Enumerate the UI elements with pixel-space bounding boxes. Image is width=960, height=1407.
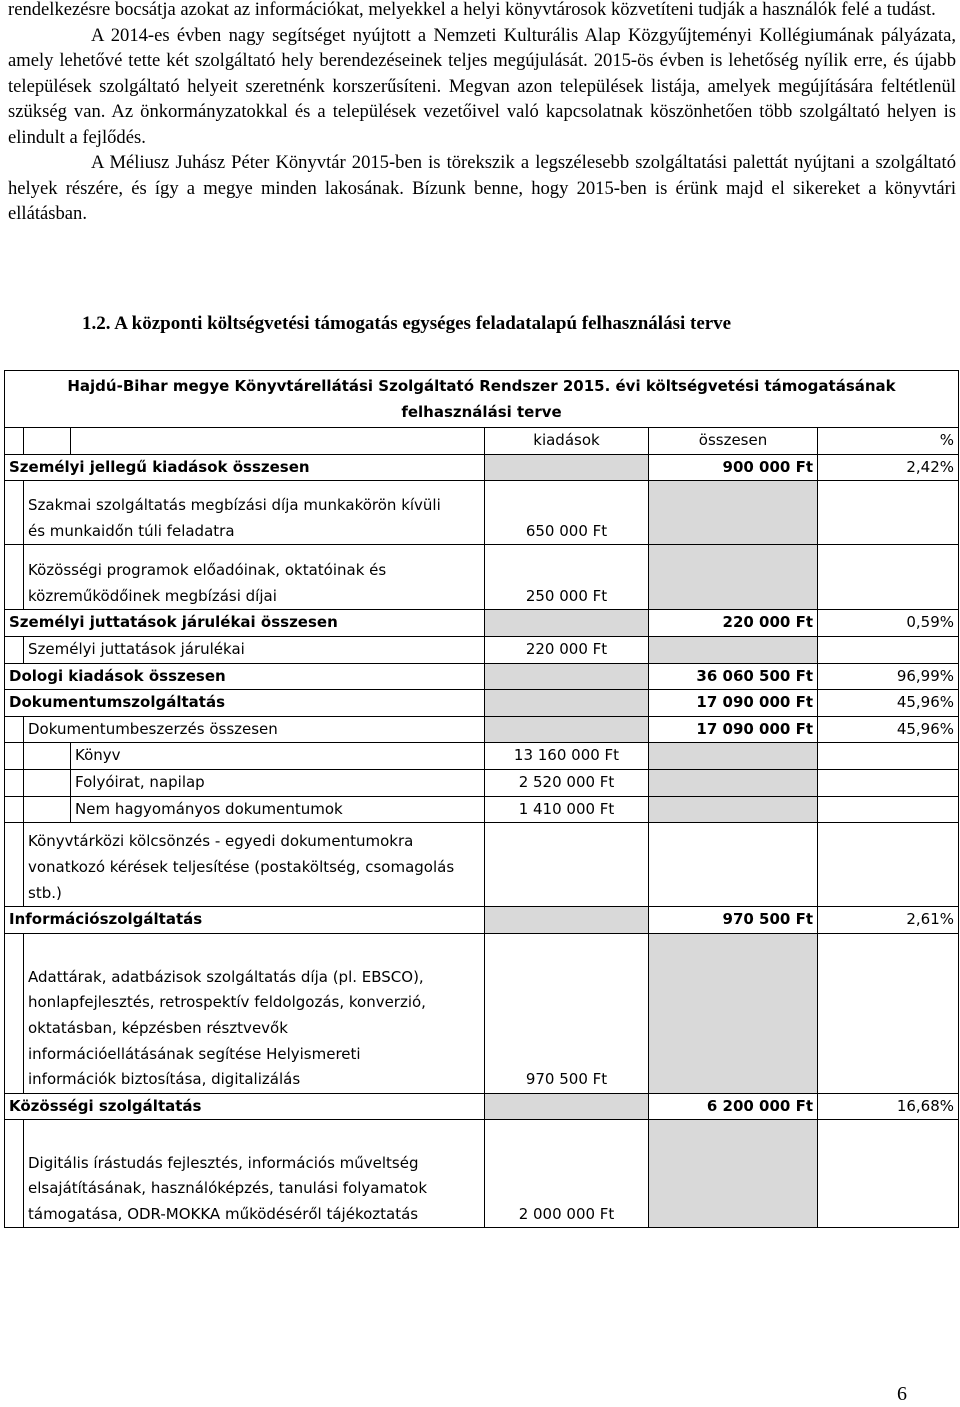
indent-cell xyxy=(5,933,24,1093)
blank-cell xyxy=(818,933,959,1093)
table-row xyxy=(5,823,959,907)
shaded-cell xyxy=(485,454,649,481)
blank-cell xyxy=(818,1120,959,1228)
table-row xyxy=(5,690,959,717)
row-amount: 970 500 Ft xyxy=(485,933,649,1093)
row-total: 6 200 000 Ft xyxy=(649,1093,818,1120)
row-label: Dokumentumszolgáltatás xyxy=(5,690,485,717)
row-total: 220 000 Ft xyxy=(649,610,818,637)
shaded-cell xyxy=(649,545,818,610)
row-total: 36 060 500 Ft xyxy=(649,663,818,690)
table-row xyxy=(5,481,959,545)
shaded-cell xyxy=(485,907,649,934)
row-total: 900 000 Ft xyxy=(649,454,818,481)
row-label: Személyi juttatások járulékai xyxy=(24,636,485,663)
indent-cell xyxy=(5,481,24,545)
shaded-cell xyxy=(649,636,818,663)
shaded-cell xyxy=(649,743,818,770)
indent-cell xyxy=(5,796,24,823)
blank-cell xyxy=(818,823,959,907)
blank-cell xyxy=(649,823,818,907)
row-label: Könyvtárközi kölcsönzés - egyedi dokumentumokra vonatkozó kérések teljesítése (postaköltség, csomagolás stb.) xyxy=(24,823,485,907)
shaded-cell xyxy=(649,481,818,545)
table-row xyxy=(5,769,959,796)
table-row xyxy=(5,907,959,934)
blank-cell xyxy=(818,796,959,823)
row-percent: 45,96% xyxy=(818,690,959,717)
blank-cell xyxy=(818,769,959,796)
row-label: Nem hagyományos dokumentumok xyxy=(71,796,485,823)
table-row xyxy=(5,610,959,637)
indent-cell xyxy=(5,545,24,610)
blank-cell xyxy=(818,636,959,663)
indent-cell xyxy=(5,636,24,663)
shaded-cell xyxy=(649,933,818,1093)
table-row xyxy=(5,933,959,1093)
shaded-cell xyxy=(485,610,649,637)
row-percent: 16,68% xyxy=(818,1093,959,1120)
indent-cell xyxy=(5,769,24,796)
row-label: Közösségi szolgáltatás xyxy=(5,1093,485,1120)
blank-cell xyxy=(818,481,959,545)
table-row xyxy=(5,636,959,663)
blank-cell xyxy=(5,428,24,455)
row-label: Könyv xyxy=(71,743,485,770)
header-expenses: kiadások xyxy=(485,428,649,455)
row-amount: 250 000 Ft xyxy=(485,545,649,610)
blank-cell xyxy=(24,428,71,455)
row-label: Digitális írástudás fejlesztés, információs műveltség elsajátításának, használóképzés, tanulási folyamatok támogatása, ODR-MOKKA működéséről tájékoztatás xyxy=(24,1120,485,1228)
shaded-cell xyxy=(485,663,649,690)
shaded-cell xyxy=(649,796,818,823)
indent-cell xyxy=(5,716,24,743)
row-amount: 13 160 000 Ft xyxy=(485,743,649,770)
table-title-line: Hajdú-Bihar megye Könyvtárellátási Szolgáltató Rendszer 2015. évi költségvetési támogatásának xyxy=(67,377,896,395)
paragraph: A 2014-es évben nagy segítséget nyújtott a Nemzeti Kulturális Alap Közgyűjteményi Kollégiumának pályázata, amely lehetővé tette két szolgáltató hely berendezéseinek teljes megújulását. 2015-ös évben is lehetőség nyílik erre, és újabb települések szolgáltató helyeit szeretnénk korszerűsíteni. Megvan azon települések listája, amelyek megújítására feltétlenül szükség van. Az önkormányzatokkal és a települések vezetőivel való kapcsolatnak köszönhetően több szolgáltató helyen is elindult a fejlődés. xyxy=(8,24,956,148)
shaded-cell xyxy=(649,769,818,796)
row-label: Személyi juttatások járulékai összesen xyxy=(5,610,485,637)
row-label: Folyóirat, napilap xyxy=(71,769,485,796)
row-total: 17 090 000 Ft xyxy=(649,690,818,717)
table-header-row xyxy=(5,428,959,455)
row-amount: 2 520 000 Ft xyxy=(485,769,649,796)
row-amount: 220 000 Ft xyxy=(485,636,649,663)
row-percent: 2,42% xyxy=(818,454,959,481)
row-total: 17 090 000 Ft xyxy=(649,716,818,743)
body-text xyxy=(8,0,956,227)
blank-cell xyxy=(485,823,649,907)
indent-cell xyxy=(24,769,71,796)
paragraph: A Méliusz Juhász Péter Könyvtár 2015-ben is törekszik a legszélesebb szolgáltatási palettát nyújtani a szolgáltató helyek részére, és így a megye minden lakosának. Bízunk benne, hogy 2015-ben is érünk majd el sikereket a könyvtári ellátásban. xyxy=(8,152,956,224)
blank-cell xyxy=(818,743,959,770)
row-amount: 2 000 000 Ft xyxy=(485,1120,649,1228)
row-amount: 1 410 000 Ft xyxy=(485,796,649,823)
indent-cell xyxy=(24,796,71,823)
indent-cell xyxy=(5,1120,24,1228)
page-number: 6 xyxy=(897,1383,907,1405)
row-label: Szakmai szolgáltatás megbízási díja munkakörön kívüli és munkaidőn túli feladatra xyxy=(24,481,485,545)
table-row xyxy=(5,663,959,690)
shaded-cell xyxy=(485,1093,649,1120)
row-amount: 650 000 Ft xyxy=(485,481,649,545)
shaded-cell xyxy=(649,1120,818,1228)
row-percent: 45,96% xyxy=(818,716,959,743)
table-row xyxy=(5,743,959,770)
table-row xyxy=(5,796,959,823)
table-title-line: felhasználási terve xyxy=(401,402,562,421)
table-row xyxy=(5,545,959,610)
table-row xyxy=(5,1120,959,1228)
shaded-cell xyxy=(485,690,649,717)
row-label: Személyi jellegű kiadások összesen xyxy=(5,454,485,481)
indent-cell xyxy=(5,823,24,907)
row-label: Információszolgáltatás xyxy=(5,907,485,934)
paragraph: rendelkezésre bocsátja azokat az információkat, melyekkel a helyi könyvtárosok közvetíteni tudják a használók felé a tudást. xyxy=(8,0,936,20)
row-label: Dologi kiadások összesen xyxy=(5,663,485,690)
table-title xyxy=(5,371,959,428)
table-title-row xyxy=(5,371,959,428)
indent-cell xyxy=(5,743,24,770)
shaded-cell xyxy=(485,716,649,743)
row-label: Dokumentumbeszerzés összesen xyxy=(24,716,485,743)
indent-cell xyxy=(24,743,71,770)
row-label: Adattárak, adatbázisok szolgáltatás díja (pl. EBSCO), honlapfejlesztés, retrospektív feldolgozás, konverzió, oktatásban, képzésben résztvevők információellátásának segítése Helyismereti információk biztosítása, digitalizálás xyxy=(24,933,485,1093)
blank-cell xyxy=(818,545,959,610)
row-percent: 0,59% xyxy=(818,610,959,637)
row-total: 970 500 Ft xyxy=(649,907,818,934)
header-percent: % xyxy=(818,428,959,455)
header-total: összesen xyxy=(649,428,818,455)
blank-cell xyxy=(71,428,485,455)
row-percent: 96,99% xyxy=(818,663,959,690)
table-row xyxy=(5,716,959,743)
row-percent: 2,61% xyxy=(818,907,959,934)
row-label: Közösségi programok előadóinak, oktatóinak és közreműködőinek megbízási díjai xyxy=(24,545,485,610)
section-heading: 1.2. A központi költségvetési támogatás egységes feladatalapú felhasználási terve xyxy=(82,313,732,334)
table-row xyxy=(5,454,959,481)
table-row xyxy=(5,1093,959,1120)
budget-table xyxy=(4,370,959,1228)
